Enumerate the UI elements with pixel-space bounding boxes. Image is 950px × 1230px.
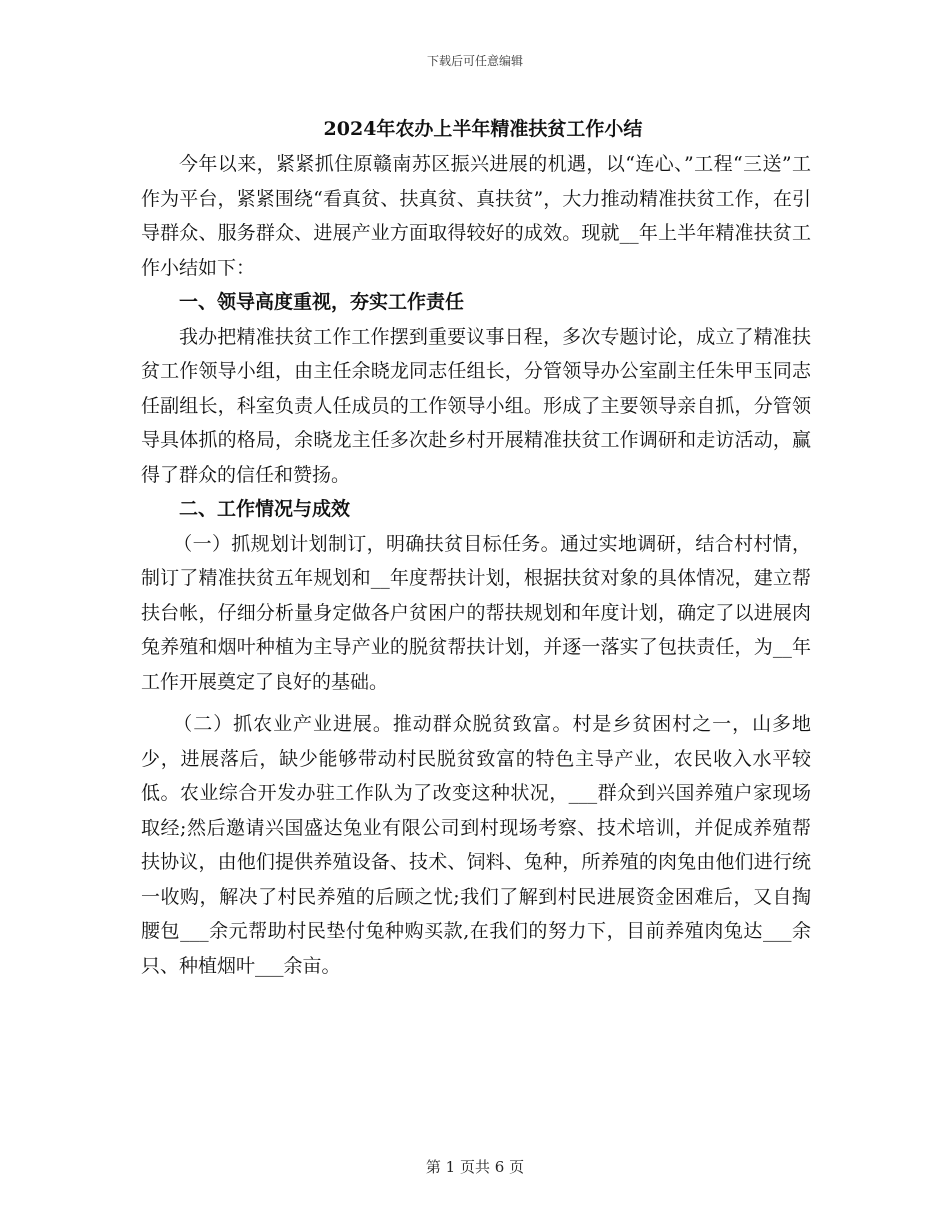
document-title: 2024年农办上半年精准扶贫工作小结 (323, 118, 643, 140)
intro-paragraph: 今年以来，紧紧抓住原赣南苏区振兴进展的机遇，以“连心、”工程“三送”工作为平台，紧紧围绕“看真贫、扶真贫、真扶贫”，大力推动精准扶贫工作，在引导群众、服务群众、进展产业方面取得较好的成效。现就__年上半年精准扶贫工作小结如下： (141, 153, 811, 279)
subsection-2-paragraph: （二）抓农业产业进展。推动群众脱贫致富。村是乡贫困村之一，山多地少，进展落后，缺少能够带动村民脱贫致富的特色主导产业，农民收入水平较低。农业综合开发办驻工作队为了改变这种状况，___群众到兴国养殖户家现场取经;然后邀请兴国盛达兔业有限公司到村现场考察、技术培训，并促成养殖帮扶协议，由他们提供养殖设备、技术、饲料、兔种，所养殖的肉兔由他们进行统一收购，解决了村民养殖的后顾之忧;我们了解到村民进展资金困难后，又自掏腰包___余元帮助村民垫付兔种购买款,在我们的努力下，目前养殖肉兔达___余只、种植烟叶___余亩。 (141, 713, 811, 977)
page-number-footer: 第 1 页共 6 页 (425, 1158, 525, 1176)
section-1-paragraph: 我办把精准扶贫工作工作摆到重要议事日程，多次专题讨论，成立了精准扶贫工作领导小组，由主任余晓龙同志任组长，分管领导办公室副主任朱甲玉同志任副组长，科室负责人任成员的工作领导小组。形成了主要领导亲自抓，分管领导具体抓的格局，余晓龙主任多次赴乡村开展精准扶贫工作调研和走访活动，赢得了群众的信任和赞扬。 (141, 325, 811, 486)
section-heading-1: 一、领导高度重视，夯实工作责任 (179, 291, 465, 313)
section-heading-2: 二、工作情况与成效 (179, 498, 351, 520)
header-note: 下载后可任意编辑 (426, 54, 523, 68)
subsection-1-paragraph: （一）抓规划计划制订，明确扶贫目标任务。通过实地调研，结合村村情，制订了精准扶贫五年规划和__年度帮扶计划，根据扶贫对象的具体情况，建立帮扶台帐，仔细分析量身定做各户贫困户的帮扶规划和年度计划，确定了以进展肉兔养殖和烟叶种植为主导产业的脱贫帮扶计划，并逐一落实了包扶责任，为__年工作开展奠定了良好的基础。 (141, 532, 811, 693)
document-body (141, 112, 811, 983)
